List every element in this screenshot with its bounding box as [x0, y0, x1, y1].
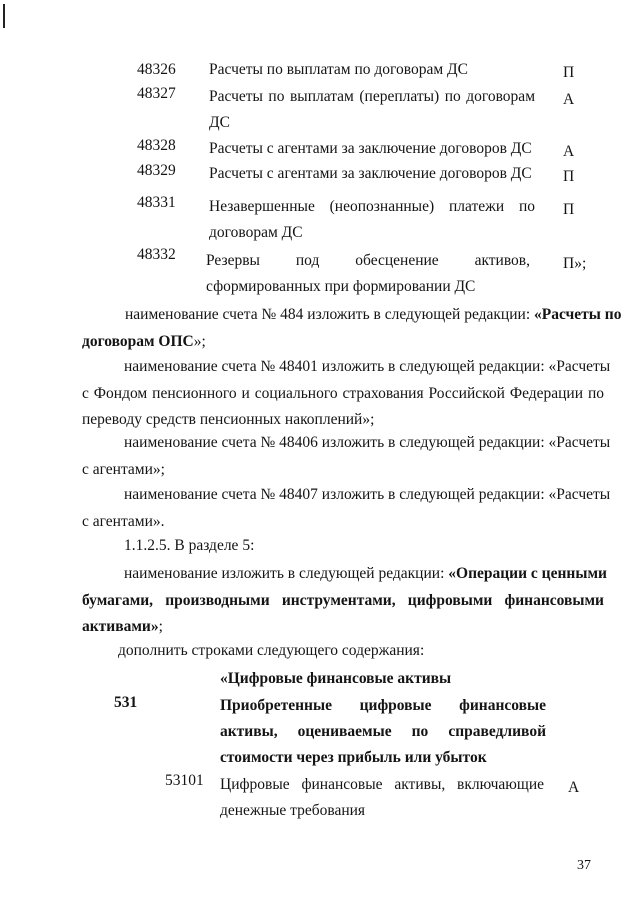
account-description: Резервы под обесценение активов, сформированных при формировании ДС: [206, 252, 530, 295]
page-edge-mark: [3, 4, 5, 28]
account-code: 48327: [137, 85, 176, 102]
account-code: 48332: [137, 246, 176, 263]
account-description: Незавершенные (неопознанные) платежи по договорам ДС: [209, 198, 535, 241]
digital-assets-heading: «Цифровые финансовые активы: [220, 670, 452, 687]
account-code: 48329: [137, 162, 176, 179]
account-code: 48328: [137, 137, 176, 154]
page-number: 37: [577, 858, 591, 873]
account-description-53101: Цифровые финансовые активы, включающие денежные требования: [220, 776, 544, 819]
paragraph-account-484: наименование счета № 484 изложить в следующей редакции: «Расчеты по договорам ОПС»;: [82, 306, 622, 350]
paragraph-add-rows: дополнить строками следующего содержания:: [118, 642, 425, 659]
paragraph-account-48401: наименование счета № 48401 изложить в следующей редакции: «Расчеты с Фондом пенсионного и социального страхования Российской Федерации по переводу средств пенсионных накоплений»;: [82, 358, 611, 428]
account-code: 48331: [137, 194, 176, 211]
account-type: П: [563, 201, 575, 218]
paragraph-account-48407: наименование счета № 48407 изложить в следующей редакции: «Расчеты с агентами».: [82, 486, 611, 530]
account-code-531: 531: [114, 694, 138, 711]
account-type: П: [563, 168, 575, 185]
section-heading-1-1-2-5: 1.1.2.5. В разделе 5:: [124, 537, 255, 554]
account-description-531: Приобретенные цифровые финансовые активы, оцениваемые по справедливой стоимости через прибыль или убыток: [220, 697, 546, 766]
account-type-53101: А: [568, 779, 580, 796]
paragraph-account-48406: наименование счета № 48406 изложить в следующей редакции: «Расчеты с агентами»;: [82, 434, 611, 478]
account-code: 48326: [137, 61, 176, 78]
account-description: Расчеты по выплатам (переплаты) по договорам ДС: [209, 88, 535, 131]
account-type: П: [563, 64, 575, 81]
account-code-53101: 53101: [165, 772, 204, 789]
account-description: Расчеты с агентами за заключение договоров ДС: [209, 140, 532, 157]
account-type: А: [563, 91, 575, 108]
account-description: Расчеты по выплатам по договорам ДС: [209, 61, 468, 78]
paragraph-section-5-name: наименование изложить в следующей редакции: «Операции с ценными бумагами, производными инструментами, цифровыми финансовыми активами»;: [82, 565, 607, 635]
account-description: Расчеты с агентами за заключение договоров ДС: [209, 165, 532, 182]
account-type: А: [563, 143, 575, 160]
account-type: П»;: [563, 255, 587, 272]
